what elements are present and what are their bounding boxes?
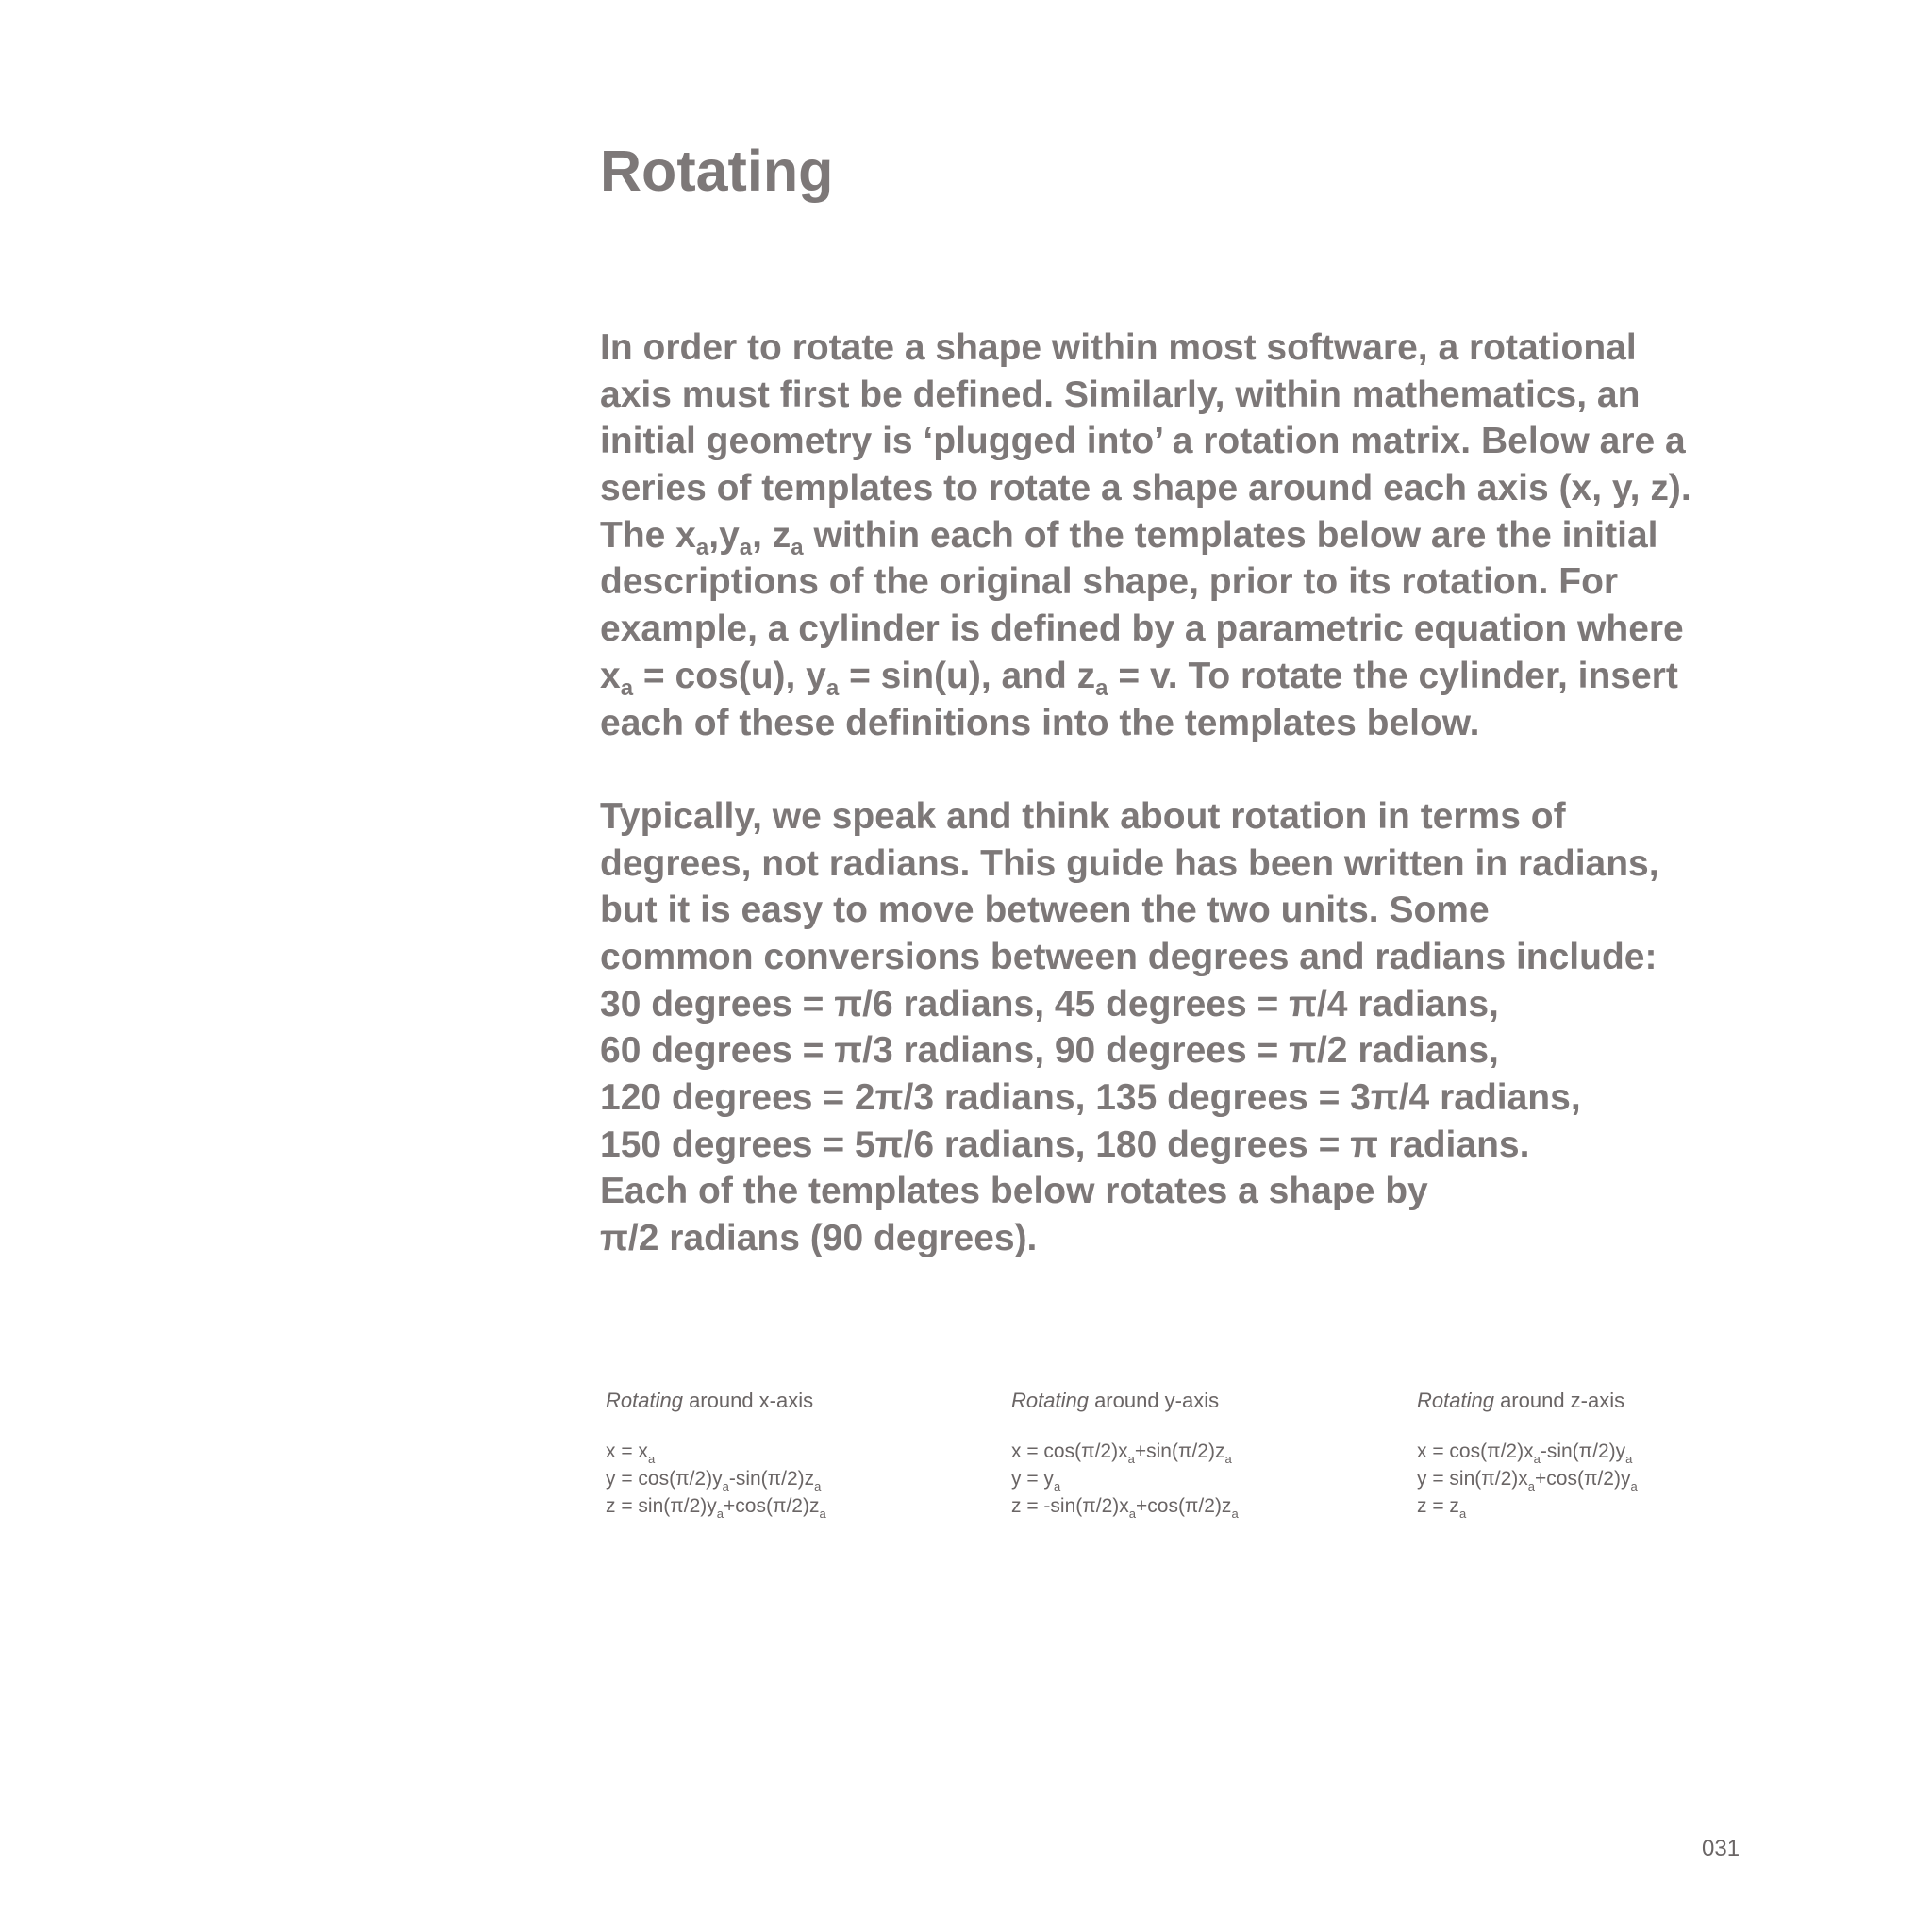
text-line: In order to rotate a shape within most software, a rotational [600,327,1637,368]
text-line [600,653,1817,700]
text-line: Each of the templates below rotates a shape by [600,1171,1428,1212]
subscript: a [647,1452,656,1466]
equation-z [1417,1492,1638,1520]
eq-text: z = z [1417,1495,1459,1517]
template-z-axis [1417,1387,1638,1520]
text-segment: = cos(u), y [633,655,826,696]
text-line: series of templates to rotate a shape around each axis (x, y, z). [600,468,1691,509]
body-text [600,325,1817,1308]
text-line: 60 degrees = π/3 radians, 90 degrees = π/2 radians, [600,1030,1499,1072]
subscript: a [1095,675,1108,701]
rotation-templates [606,1387,1832,1538]
equation-y [1011,1465,1239,1492]
text-segment: x [600,655,621,696]
subscript: a [739,534,753,560]
text-line: initial geometry is ‘plugged into’ a rotation matrix. Below are a [600,421,1686,462]
text-line: 120 degrees = 2π/3 radians, 135 degrees = 3π/4 radians, [600,1077,1581,1118]
eq-text: +sin(π/2)z [1134,1441,1225,1462]
subscript: a [1224,1452,1232,1466]
text-line: each of these definitions into the templates below. [600,702,1480,743]
subscript: a [1630,1479,1638,1493]
text-line: common conversions between degrees and radians include: [600,936,1657,977]
text-segment: = sin(u), and z [839,655,1096,696]
template-heading-rest: around x-axis [682,1389,814,1412]
eq-text: z = -sin(π/2)x [1011,1495,1129,1517]
text-line: descriptions of the original shape, prior to its rotation. For [600,561,1619,603]
subscript: a [819,1507,826,1521]
eq-text: x = cos(π/2)x [1417,1441,1534,1462]
text-segment: within each of the templates below are the initial [803,514,1658,556]
text-line: Typically, we speak and think about rotation in terms of [600,795,1566,837]
text-segment: = v. To rotate the cylinder, insert [1108,655,1678,696]
equation-x [1011,1438,1239,1465]
template-y-axis [1011,1387,1239,1520]
equation-z [1011,1492,1239,1520]
eq-text: +cos(π/2)z [724,1495,820,1517]
paragraph-conversions [600,793,1817,1262]
subscript: a [1053,1479,1061,1493]
eq-text: x = x [606,1441,648,1462]
paragraph-intro [600,325,1817,746]
subscript: a [1231,1507,1239,1521]
eq-text: x = cos(π/2)x [1011,1441,1128,1462]
equation-y [1417,1465,1638,1492]
subscript: a [695,534,709,560]
text-segment: , z [752,514,791,556]
equation-x [606,1438,826,1465]
subscript: a [1625,1452,1633,1466]
template-heading-italic: Rotating [1011,1389,1089,1412]
subscript: a [1527,1479,1536,1493]
template-heading [1011,1387,1239,1415]
text-segment: The x [600,514,696,556]
text-line [600,512,1817,559]
text-segment: ,y [708,514,740,556]
eq-text: +cos(π/2)y [1535,1468,1631,1490]
subscript: a [620,675,634,701]
eq-text: z = sin(π/2)y [606,1495,717,1517]
template-heading [1417,1387,1638,1415]
template-heading-italic: Rotating [606,1389,683,1412]
equation-x [1417,1438,1638,1465]
subscript: a [1533,1452,1541,1466]
page-number: 031 [1702,1836,1740,1861]
subscript: a [716,1507,724,1521]
eq-text: y = y [1011,1468,1054,1490]
subscript: a [791,534,804,560]
template-heading [606,1387,826,1415]
subscript: a [825,675,840,701]
text-line: axis must first be defined. Similarly, within mathematics, an [600,374,1641,415]
text-line: 30 degrees = π/6 radians, 45 degrees = π/4 radians, [600,983,1499,1024]
equation-y [606,1465,826,1492]
text-line: degrees, not radians. This guide has been written in radians, [600,842,1659,884]
template-x-axis [606,1387,826,1520]
subscript: a [1458,1507,1467,1521]
eq-text: y = cos(π/2)y [606,1468,723,1490]
template-heading-rest: around z-axis [1493,1389,1625,1412]
template-heading-rest: around y-axis [1088,1389,1220,1412]
text-line: 150 degrees = 5π/6 radians, 180 degrees = π radians. [600,1124,1530,1165]
page-title: Rotating [600,138,834,203]
eq-text: +cos(π/2)z [1136,1495,1232,1517]
equation-z [606,1492,826,1520]
template-heading-italic: Rotating [1417,1389,1494,1412]
eq-text: -sin(π/2)z [728,1468,815,1490]
subscript: a [814,1479,822,1493]
subscript: a [1128,1507,1136,1521]
eq-text: -sin(π/2)y [1540,1441,1626,1462]
text-line: but it is easy to move between the two units. Some [600,890,1490,931]
text-line: example, a cylinder is defined by a parametric equation where [600,608,1684,650]
subscript: a [722,1479,729,1493]
eq-text: y = sin(π/2)x [1417,1468,1528,1490]
text-line: π/2 radians (90 degrees). [600,1218,1038,1259]
subscript: a [1127,1452,1135,1466]
